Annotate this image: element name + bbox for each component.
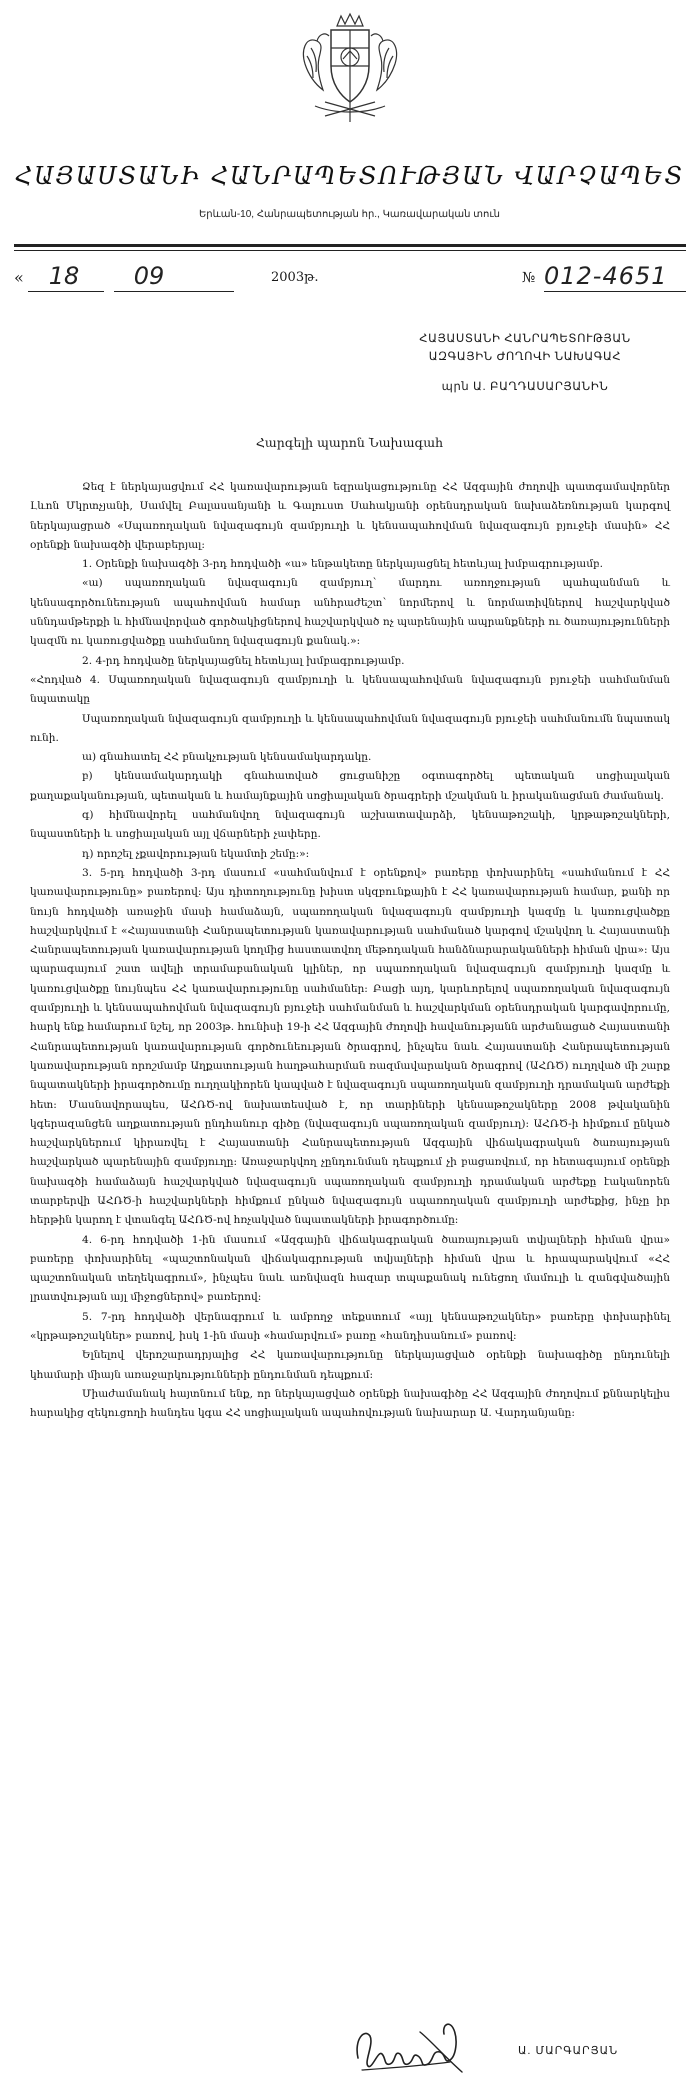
registration-row: [14, 262, 686, 294]
date-year: 2003թ.: [271, 270, 319, 285]
letter-body: [30, 478, 670, 1424]
paragraph-subpoint-a: ա) գնահատել ՀՀ բնակչության կենսամակարդակը.: [82, 751, 372, 764]
date-day: 18: [48, 262, 80, 290]
date-month-underline: [114, 291, 234, 292]
date-day-underline: [28, 291, 104, 292]
document-number-value: 012-4651: [544, 262, 668, 290]
addressee-line-2: ԱԶԳԱՅԻՆ ԺՈՂՈՎԻ ՆԱԽԱԳԱՀ: [428, 351, 622, 363]
letterhead-rule-thin: [14, 250, 686, 251]
date-month: 09: [133, 262, 165, 290]
paragraph-point-3: 3. 5-րդ հոդվածի 3-րդ մասում «սահմանվում է օրենքով» բառերը փոխարինել «սահմանում է ՀՀ կառավարությունը» բառերով: Այս դիտողությունը խիստ սկզբունքային է ՀՀ կառավարության համար, քանի որ նույն հոդվածի առաջին մասի համաձայն, սպառողական նվազագույն զամբյուղի կազմը և կառուցվածքը հաշվարկվում է «Հայաստանի Հանրապետության կառավարության սահմանած կարգով մշակվող և Հայաստանի Հանրապետության կառավարության կողմից հաստատվող մեթոդական հանձնարարականների հիման վրա»: Այս պարագայում շատ ավելի տրամաբանական կլիներ, որ սպառողական նվազագույն զամբյուղի կազմը և կառուցվածքը նույնպես ՀՀ կառավարությունը սահմաներ: Բացի այդ, կարևորելով սպառողական նվազագույն զամբյուղի և կենսապահովման նվազագույն բյուջեի սահմանման և հաշվարկման օրենսդրական կարգավորումը, հարկ ենք համարում նշել, որ 2003թ. հունիսի 19-ի ՀՀ Ազգային ժողովի հավանությանն արժանացած Հայաստանի Հանրապետության կառավարության գործունեության ծրագրով, ինչպես նաև Հայաստանի Հանրապետության կառավարության որոշմամբ Աղքատության հաղթահարման ռազմավարական ծրագրով (ԱՀՌԾ) ուղղված մի շարք նպատակների իրագործումը ուղղակիորեն կապված է նվազագույն սպառողական զամբյուղի դրամական արժեքի հետ: Մասնավորապես, ԱՀՌԾ-ով նախատեսված է, որ տարիների կենսաթոշակները 2008 թվականին կգերազանցեն աղքատության ընդհանուր գիծը (նվազագույն սպառողական զամբյուղ): ԱՀՌԾ-ի հիմքում ընկած հաշվարկներում կիրառվել է Հայաստանի Հանրապետության Ազգային վիճակագրական ծառայության հաշվարկած պարենային զամբյուղը: Առաջարկվող չընդունման դեպքում չի բացառվում, որ հետագայում օրենքի նախագծի համաձայն հաշվարկված նվազագույն սպառողական զամբյուղի դրամական արժեքը էականորեն տարբերվի ԱՀՌԾ-ի հաշվարկների հիմքում ընկած նվազագույն սպառողական զամբյուղի արժեքից, ինչը իր հերթին կարող է վտանգել ԱՀՌԾ-ով հռչակված նպատակների իրագործումը:: [30, 866, 670, 1227]
paragraph-conclusion: Ելնելով վերոշարադրյալից ՀՀ կառավարությունը ներկայացված օրենքի նախագիծը ընդունելի կհամարի միայն առաջարկությունների ընդունման դեպքում:: [30, 1349, 670, 1381]
paragraph-point-5: 5. 7-րդ հոդվածի վերնագրում և ամբողջ տեքստում «այլ կենսաթոշակներ» բառերը փոխարինել «կրթաթոշակներ» բառով, իսկ 1-ին մասի «համարվում» բառը «հանդիսանում» բառով:: [30, 1310, 670, 1343]
paragraph-article-4-text: Սպառողական նվազագույն զամբյուղի և կենսապահովման նվազագույն բյուջեի սահմանումն նպատակ ունի.: [30, 712, 670, 744]
paragraph-subpoint-d: դ) որոշել չքավորության եկամտի շեմը:»:: [82, 847, 310, 860]
addressee-name: պրն Ա. ԲԱՂԴԱՍԱՐՅԱՆԻՆ: [441, 381, 609, 393]
addressee-block: [380, 330, 670, 396]
paragraph-point-1: 1. Օրենքի նախագծի 3-րդ հոդվածի «ա» ենթակետը ներկայացնել հետևյալ խմբագրությամբ.: [82, 558, 603, 571]
paragraph-subpoint-g: գ) հիմնավորել սահմանվող նվազագույն աշխատավարձի, կենսաթոշակի, կրթաթոշակների, նպաստների և սոցիալական այլ վճարների չափերը.: [30, 809, 670, 841]
paragraph-rapporteur: Միաժամանակ հայտնում ենք, որ ներկայացված օրենքի նախագիծը ՀՀ Ազգային ժողովում քննարկելիս հարակից զեկուցողի հանդես կգա ՀՀ սոցիալական ապահովության նախարար Ա. Վարդանյանը:: [30, 1387, 670, 1420]
document-number-underline: [544, 291, 686, 292]
paragraph-point-2: 2. 4-րդ հոդվածը ներկայացնել հետևյալ խմբագրությամբ.: [82, 654, 405, 667]
paragraph-point-1-text: «ա) սպառողական նվազագույն զամբյուղ՝ մարդու առողջության պահպանման և կենսագործունեության ապահովման համար անհրաժեշտ՝ նորմերով և նորմատիվներով հաշվարկված սննդամթերքի և հիմնավորված գործակիցներով հաշվարկված ոչ պարենային ապրանքների ու ծառայությունների կազմն ու կառուցվածքը սահմանող նվազագույն քանակ.»:: [30, 577, 670, 648]
government-title: ՀԱՅԱՍՏԱՆԻ ՀԱՆՐԱՊԵՏՈՒԹՅԱՆ ՎԱՐՉԱՊԵՏ: [14, 162, 685, 190]
paragraph-article-4-title: «Հոդված 4. Սպառողական նվազագույն զամբյուղի և կենսապահովման նվազագույն բյուջեի սահմանման նպատակը: [30, 673, 670, 706]
paragraph-point-4: 4. 6-րդ հոդվածի 1-ին մասում «Ազգային վիճակագրական ծառայության տվյալների հիման վրա» բառերը փոխարինել «պաշտոնական վիճակագրության տվյալների հիման վրա և հրապարակվում «ՀՀ պաշտոնական տեղեկագրում», ինչպես նաև առնվազն հազար տպաքանակ ունեցող մամուլի և զանգվածային լրատվության այլ միջոցներով» բառերով:: [30, 1233, 670, 1304]
document-number-label: №: [522, 270, 536, 286]
coat-of-arms-emblem-icon: [295, 6, 405, 126]
paragraph-subpoint-b: բ) կենսամակարդակի գնահատված ցուցանիշը օգտագործել պետական սոցիալական քաղաքականության, պետական և համայնքային սոցիալական ծրագրերի մշակման և իրականացման ժամանակ.: [30, 770, 670, 802]
letterhead-rule-thick: [14, 244, 686, 247]
government-address: Երևան-10, Հանրապետության հր., Կառավարական տուն: [198, 209, 501, 220]
signer-name: Ա. ՄԱՐԳԱՐՅԱՆ: [518, 2045, 619, 2057]
handwritten-signature-icon: [350, 2010, 470, 2080]
salutation: Հարգելի պարոն Նախագահ: [255, 435, 444, 450]
date-open-quote: «: [14, 268, 24, 287]
addressee-line-1: ՀԱՅԱՍՏԱՆԻ ՀԱՆՐԱՊԵՏՈՒԹՅԱՆ: [419, 333, 631, 345]
paragraph-intro: Ձեզ է ներկայացվում ՀՀ կառավարության եզրակացությունը ՀՀ Ազգային ժողովի պատգամավորներ Լևոն Մկրտչյանի, Սամվել Բալասանյանի և Գալուստ Սահակյանի օրենսդրական նախաձեռնության կարգով ներկայացրած «Սպառողական նվազագույն զամբյուղի և կենսապահովման նվազագույն բյուջեի մասին» ՀՀ օրենքի նախագծի վերաբերյալ:: [30, 481, 670, 551]
